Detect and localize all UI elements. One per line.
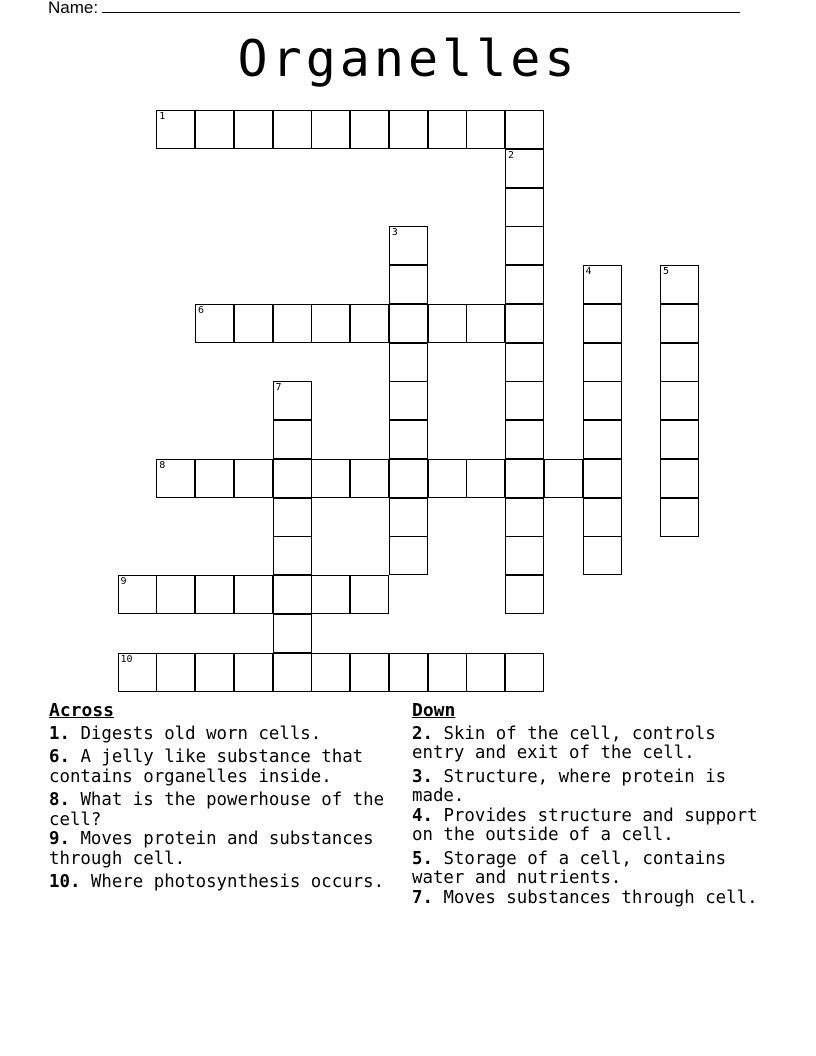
clue-across-8 xyxy=(49,791,394,830)
crossword-cell[interactable] xyxy=(273,459,312,498)
clue-text: A jelly like substance that contains organelles inside. xyxy=(49,747,364,787)
crossword-cell[interactable] xyxy=(234,110,273,149)
crossword-cell[interactable] xyxy=(389,226,428,265)
clue-number-label: 8 xyxy=(159,459,166,471)
clue-number-label: 1 xyxy=(159,111,166,122)
crossword-cell[interactable] xyxy=(660,304,699,343)
clue-text: Digests old worn cells. xyxy=(80,723,322,744)
crossword-cell[interactable] xyxy=(273,536,312,575)
crossword-cell[interactable] xyxy=(118,653,157,692)
clue-across-9 xyxy=(49,830,394,869)
crossword-cell[interactable] xyxy=(273,381,312,420)
clue-number-label: 3 xyxy=(391,227,398,239)
clue-down-4 xyxy=(412,807,772,846)
across-heading: Across xyxy=(49,700,115,721)
down-clues xyxy=(412,701,772,912)
crossword-cell[interactable] xyxy=(389,265,428,304)
crossword-cell[interactable] xyxy=(156,575,195,614)
crossword-cell[interactable] xyxy=(466,304,505,343)
clue-number: 2. xyxy=(412,723,433,744)
clue-number: 3. xyxy=(412,766,433,787)
crossword-cell[interactable] xyxy=(389,653,428,692)
clue-across-1 xyxy=(49,725,394,745)
crossword-cell[interactable] xyxy=(505,381,544,420)
crossword-cell[interactable] xyxy=(505,653,544,692)
clue-number: 1. xyxy=(49,723,70,744)
crossword-cell[interactable] xyxy=(311,110,350,149)
crossword-cell[interactable] xyxy=(660,459,699,498)
crossword-cell[interactable] xyxy=(583,265,622,304)
crossword-cell[interactable] xyxy=(389,343,428,382)
clue-down-2 xyxy=(412,725,772,764)
crossword-cell[interactable] xyxy=(505,226,544,265)
crossword-cell[interactable] xyxy=(350,304,389,343)
clue-number: 10. xyxy=(49,872,81,892)
crossword-cell[interactable] xyxy=(350,459,389,498)
crossword-cell[interactable] xyxy=(311,575,350,614)
crossword-cell[interactable] xyxy=(660,420,699,459)
clue-text: Moves substances through cell. xyxy=(443,887,758,908)
clue-text: Moves protein and substances through cell. xyxy=(49,829,374,869)
clue-number: 4. xyxy=(412,805,433,826)
crossword-cell[interactable] xyxy=(195,459,234,498)
crossword-cell[interactable] xyxy=(273,110,312,149)
crossword-cell[interactable] xyxy=(505,420,544,459)
crossword-cell[interactable] xyxy=(583,498,622,537)
crossword-cell[interactable] xyxy=(311,459,350,498)
clue-down-7 xyxy=(412,889,772,909)
clue-number-label: 4 xyxy=(585,266,592,277)
clue-number: 5. xyxy=(412,848,433,869)
crossword-cell[interactable] xyxy=(311,304,350,343)
crossword-cell[interactable] xyxy=(428,653,467,692)
crossword-cell[interactable] xyxy=(350,110,389,149)
crossword-cell[interactable] xyxy=(466,653,505,692)
name-label: Name: xyxy=(48,0,99,17)
crossword-cell[interactable] xyxy=(234,304,273,343)
clue-down-3 xyxy=(412,768,772,807)
clue-number-label: 6 xyxy=(198,304,205,316)
clue-number-label: 7 xyxy=(275,382,282,394)
clue-across-6 xyxy=(49,748,394,787)
crossword-cell[interactable] xyxy=(156,110,195,149)
crossword-cell[interactable] xyxy=(505,265,544,304)
crossword-cell[interactable] xyxy=(234,575,273,614)
crossword-cell[interactable] xyxy=(583,381,622,420)
crossword-cell[interactable] xyxy=(505,188,544,227)
crossword-cell[interactable] xyxy=(660,343,699,382)
clue-number: 6. xyxy=(49,747,70,767)
crossword-cell[interactable] xyxy=(350,653,389,692)
crossword-cell[interactable] xyxy=(234,459,273,498)
crossword-cell[interactable] xyxy=(505,536,544,575)
clue-text: Structure, where protein is made. xyxy=(412,766,727,806)
crossword-cell[interactable] xyxy=(583,304,622,343)
crossword-cell[interactable] xyxy=(505,459,544,498)
crossword-cell[interactable] xyxy=(273,575,312,614)
crossword-cell[interactable] xyxy=(234,653,273,692)
clue-text: What is the powerhouse of the cell? xyxy=(49,790,385,830)
crossword-cell[interactable] xyxy=(583,459,622,498)
crossword-cell[interactable] xyxy=(273,304,312,343)
crossword-cell[interactable] xyxy=(428,110,467,149)
crossword-cell[interactable] xyxy=(311,653,350,692)
crossword-cell[interactable] xyxy=(389,381,428,420)
clue-number: 7. xyxy=(412,887,433,908)
clue-text: Where photosynthesis occurs. xyxy=(90,872,385,892)
down-heading: Down xyxy=(412,700,456,721)
crossword-cell[interactable] xyxy=(583,536,622,575)
crossword-cell[interactable] xyxy=(505,149,544,188)
crossword-cell[interactable] xyxy=(273,498,312,537)
clue-text: Storage of a cell, contains water and nutrients. xyxy=(412,848,727,888)
crossword-cell[interactable] xyxy=(195,653,234,692)
clue-text: Skin of the cell, controls entry and exit of the cell. xyxy=(412,723,716,763)
crossword-cell[interactable] xyxy=(156,459,195,498)
crossword-cell[interactable] xyxy=(195,575,234,614)
clue-number-label: 10 xyxy=(120,653,133,665)
crossword-cell[interactable] xyxy=(505,304,544,343)
crossword-cell[interactable] xyxy=(428,459,467,498)
crossword-cell[interactable] xyxy=(505,498,544,537)
clue-number: 8. xyxy=(49,790,70,810)
crossword-cell[interactable] xyxy=(428,304,467,343)
across-clues xyxy=(49,701,394,897)
crossword-cell[interactable] xyxy=(466,110,505,149)
crossword-cell[interactable] xyxy=(505,110,544,149)
crossword-cell[interactable] xyxy=(118,575,157,614)
crossword-cell[interactable] xyxy=(195,110,234,149)
clue-number-label: 5 xyxy=(663,266,670,277)
crossword-cell[interactable] xyxy=(660,498,699,537)
clue-number: 9. xyxy=(49,829,70,849)
crossword-cell[interactable] xyxy=(389,498,428,537)
clue-across-10 xyxy=(49,873,394,893)
clue-number-label: 2 xyxy=(508,149,515,161)
crossword-cell[interactable] xyxy=(389,536,428,575)
clue-text: Provides structure and support on the outside of a cell. xyxy=(412,805,758,845)
crossword-cell[interactable] xyxy=(389,110,428,149)
crossword-cell[interactable] xyxy=(583,343,622,382)
crossword-cell[interactable] xyxy=(505,575,544,614)
crossword-cell[interactable] xyxy=(389,304,428,343)
crossword-cell[interactable] xyxy=(273,614,312,653)
page-title: Organelles xyxy=(237,30,579,88)
crossword-cell[interactable] xyxy=(660,265,699,304)
crossword-cell[interactable] xyxy=(273,420,312,459)
crossword-cell[interactable] xyxy=(389,420,428,459)
crossword-cell[interactable] xyxy=(350,575,389,614)
crossword-cell[interactable] xyxy=(156,653,195,692)
crossword-cell[interactable] xyxy=(466,459,505,498)
crossword-cell[interactable] xyxy=(389,459,428,498)
crossword-cell[interactable] xyxy=(583,420,622,459)
crossword-cell[interactable] xyxy=(505,343,544,382)
clue-down-5 xyxy=(412,850,772,889)
crossword-cell[interactable] xyxy=(544,459,583,498)
crossword-cell[interactable] xyxy=(195,304,234,343)
clue-number-label: 9 xyxy=(120,576,127,587)
crossword-cell[interactable] xyxy=(660,381,699,420)
crossword-cell[interactable] xyxy=(273,653,312,692)
